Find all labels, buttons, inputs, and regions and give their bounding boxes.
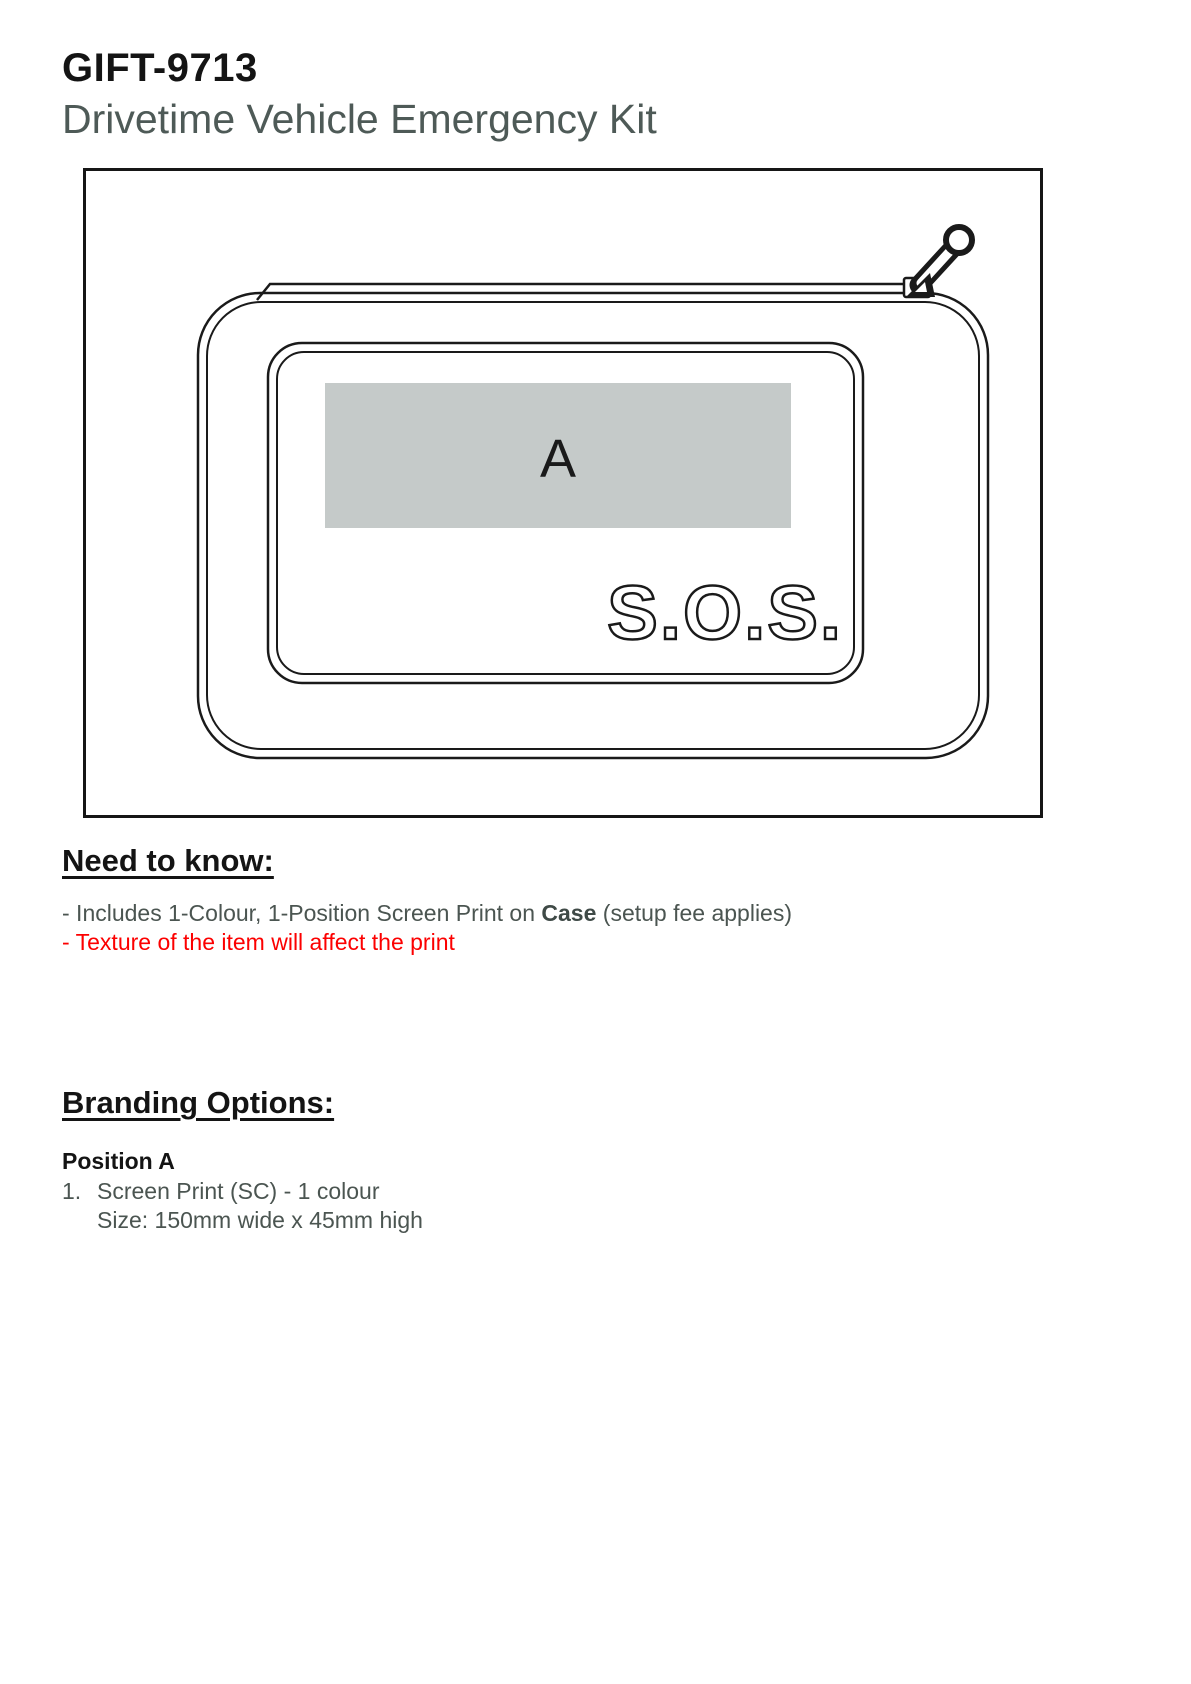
print-position-label: A xyxy=(539,429,577,489)
sos-embossed-text: S.O.S. xyxy=(607,571,843,656)
zipper-pull-ring xyxy=(946,227,972,253)
product-code-title: GIFT-9713 xyxy=(62,46,258,90)
branding-options-heading: Branding Options: xyxy=(62,1085,335,1120)
branding-item-number: 1. xyxy=(62,1178,82,1204)
product-name-subtitle: Drivetime Vehicle Emergency Kit xyxy=(62,96,657,142)
position-a-heading: Position A xyxy=(62,1148,175,1174)
need-to-know-line1-prefix: - Includes 1-Colour, 1-Position Screen Print on xyxy=(62,900,542,926)
need-to-know-heading: Need to know: xyxy=(62,843,274,878)
emergency-kit-case-drawing xyxy=(86,171,1040,815)
need-to-know-line1-bold-case: Case xyxy=(541,900,597,926)
need-to-know-line-print-info xyxy=(62,900,792,927)
branding-item-method: Screen Print (SC) - 1 colour xyxy=(97,1178,380,1204)
need-to-know-line1-suffix: (setup fee applies) xyxy=(596,900,793,926)
branding-item-size: Size: 150mm wide x 45mm high xyxy=(97,1207,423,1233)
texture-warning-line: - Texture of the item will affect the print xyxy=(62,929,455,955)
branding-item-method-row xyxy=(62,1178,379,1205)
product-diagram-frame xyxy=(83,168,1043,818)
